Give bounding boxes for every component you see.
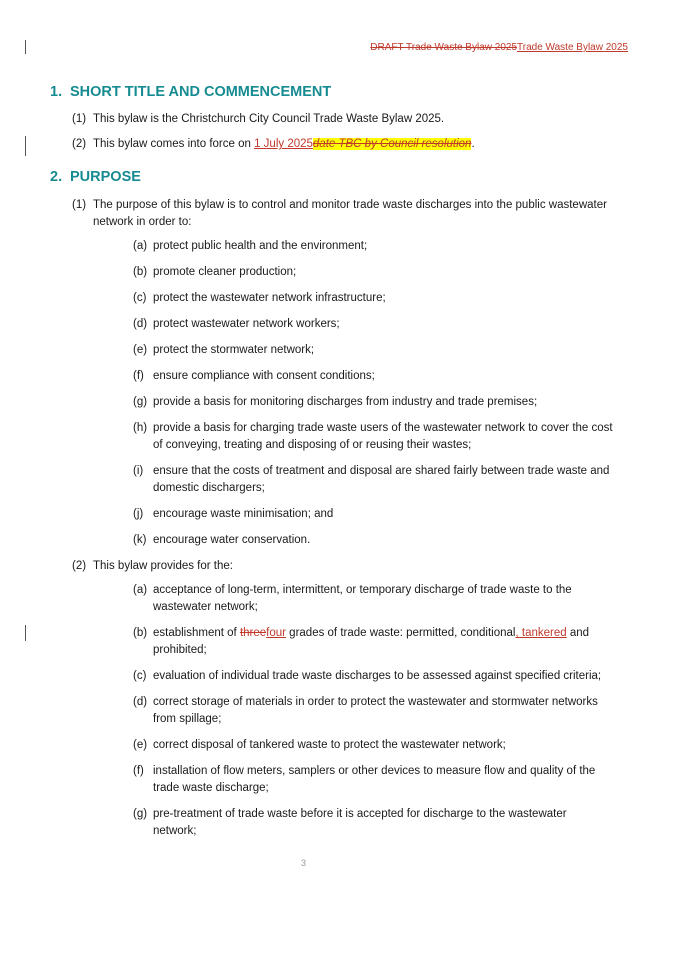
list-item-text: ensure that the costs of treatment and disposal are shared fairly between trade waste and — [153, 465, 610, 477]
list-item-text: protect wastewater network workers; — [153, 318, 340, 330]
list-item-marker: (e) — [133, 739, 148, 751]
list-item-text: domestic dischargers; — [153, 482, 265, 494]
clause-marker: (1) — [72, 113, 87, 125]
list-item-marker: (a) — [133, 584, 148, 596]
section-number: 2. — [50, 169, 63, 185]
list-item-text: prohibited; — [153, 644, 207, 656]
page-number: 3 — [300, 858, 306, 868]
text-middle: grades of trade waste: permitted, conditional — [285, 627, 516, 639]
list-item-text: installation of flow meters, samplers or other devices to measure flow and quality of the — [153, 765, 596, 777]
text-prefix: establishment of — [153, 627, 240, 639]
list-item-text: ensure compliance with consent conditions; — [153, 370, 375, 382]
list-item-marker: (d) — [133, 696, 148, 708]
section-title: SHORT TITLE AND COMMENCEMENT — [70, 84, 332, 100]
list-item-text: promote cleaner production; — [153, 266, 297, 278]
change-bar-header — [25, 40, 26, 54]
list-item-text: pre-treatment of trade waste before it is accepted for discharge to the wastewater — [153, 808, 567, 820]
list-item-text: protect the stormwater network; — [153, 344, 315, 356]
clause-marker: (2) — [72, 138, 87, 150]
list-item-text: correct storage of materials in order to protect the wastewater and stormwater networks — [153, 696, 598, 708]
clause-marker: (1) — [72, 199, 87, 211]
clause-text — [93, 136, 475, 153]
list-item-text: wastewater network; — [153, 601, 258, 613]
list-item-text: acceptance of long-term, intermittent, or temporary discharge of trade waste to the — [153, 584, 572, 596]
list-item-text: network; — [153, 825, 197, 837]
section-heading — [50, 84, 331, 100]
list-item-marker: (j) — [133, 508, 144, 520]
list-item-text: trade waste discharge; — [153, 782, 269, 794]
clause-text-prefix: This bylaw comes into force on — [93, 138, 255, 150]
list-item-marker: (c) — [133, 292, 147, 304]
list-item-text: protect the wastewater network infrastructure; — [153, 292, 386, 304]
list-item-text: of conveying, treating and disposing of or reusing their wastes; — [153, 439, 472, 451]
change-bar-grades — [25, 625, 26, 641]
list-item-text: correct disposal of tankered waste to protect the wastewater network; — [153, 739, 506, 751]
header-deleted-text: DRAFT Trade Waste Bylaw 2025 — [370, 42, 518, 53]
list-item-marker: (a) — [133, 240, 148, 252]
running-header — [370, 42, 628, 53]
list-item-text: provide a basis for charging trade waste users of the wastewater network to cover the cost — [153, 422, 613, 434]
clause-text: network in order to: — [93, 216, 192, 228]
clause-text: This bylaw is the Christchurch City Council Trade Waste Bylaw 2025. — [93, 113, 445, 125]
deleted-word: three — [239, 627, 267, 639]
list-item-marker: (f) — [133, 765, 144, 777]
section-number: 1. — [50, 84, 63, 100]
clause-text: This bylaw provides for the: — [93, 560, 233, 572]
clause-marker: (2) — [72, 560, 87, 572]
list-item-marker: (c) — [133, 670, 147, 682]
inserted-date: 1 July 2025 — [254, 138, 313, 150]
inserted-tankered: , tankered — [515, 627, 567, 639]
list-item-text: encourage water conservation. — [153, 534, 311, 546]
list-item-text — [153, 625, 589, 642]
list-item-text: from spillage; — [153, 713, 222, 725]
header-inserted-text: Trade Waste Bylaw 2025 — [517, 42, 628, 53]
list-item-text: protect public health and the environment; — [153, 240, 368, 252]
list-item-marker: (g) — [133, 396, 148, 408]
change-bar-commencement — [25, 136, 26, 156]
list-item-text: provide a basis for monitoring discharges from industry and trade premises; — [153, 396, 538, 408]
clause-text: The purpose of this bylaw is to control and monitor trade waste discharges into the public wastewater — [93, 199, 607, 211]
deleted-placeholder: date TBC by Council resolution — [312, 138, 472, 150]
section-heading — [50, 169, 141, 185]
section-title: PURPOSE — [70, 169, 141, 185]
inserted-word: four — [266, 627, 286, 639]
list-item-text: encourage waste minimisation; and — [153, 508, 334, 520]
text-suffix: and — [566, 627, 590, 639]
list-item-marker: (b) — [133, 266, 148, 278]
list-item-marker: (e) — [133, 344, 148, 356]
list-item-marker: (f) — [133, 370, 144, 382]
list-item-marker: (d) — [133, 318, 148, 330]
list-item-marker: (g) — [133, 808, 148, 820]
list-item-marker: (i) — [133, 465, 144, 477]
list-item-text: evaluation of individual trade waste discharges to be assessed against specified criteria; — [153, 670, 602, 682]
clause-text-suffix: . — [471, 138, 475, 150]
list-item-marker: (h) — [133, 422, 148, 434]
list-item-marker: (k) — [133, 534, 147, 546]
list-item-marker: (b) — [133, 627, 148, 639]
